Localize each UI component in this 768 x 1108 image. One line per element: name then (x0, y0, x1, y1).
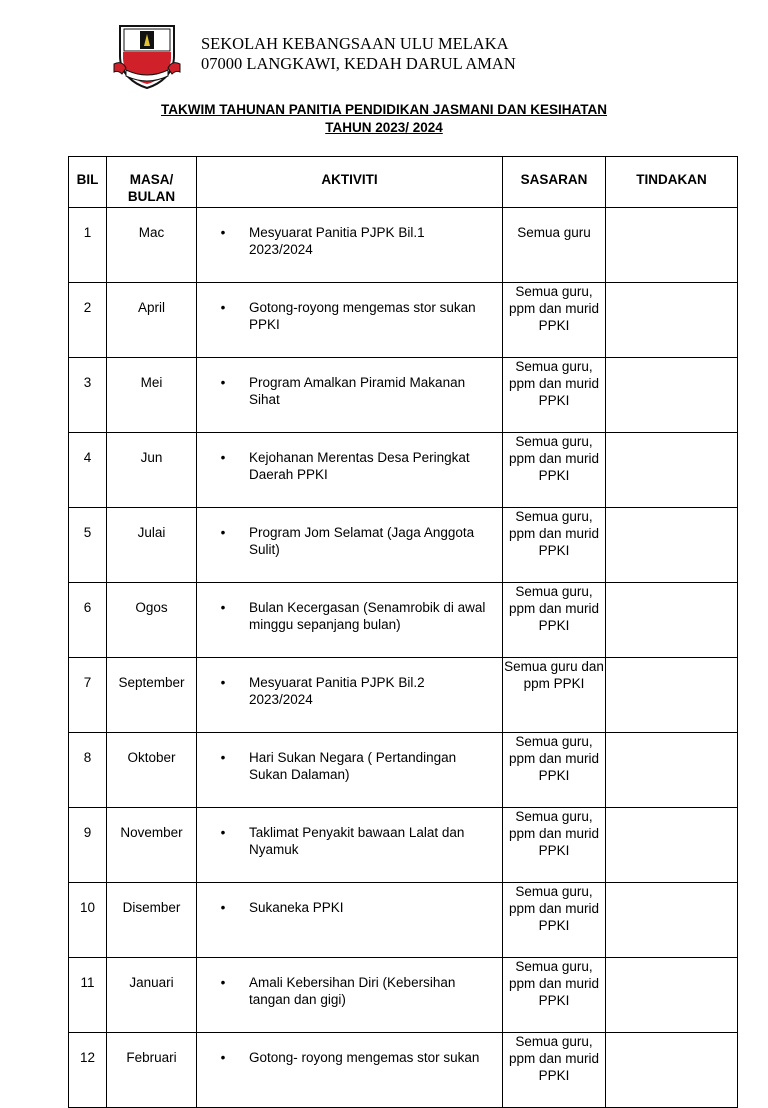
cell-masa: Julai (107, 508, 197, 583)
cell-masa: Mei (107, 358, 197, 433)
header-bil: BIL (69, 157, 107, 208)
aktiviti-text: Bulan Kecergasan (Senamrobik di awal minggu sepanjang bulan) (249, 600, 486, 632)
school-name: SEKOLAH KEBANGSAAN ULU MELAKA (201, 34, 509, 53)
sasaran-text: Semua guru, ppm dan murid PPKI (508, 434, 600, 483)
cell-tindakan (606, 433, 738, 508)
cell-tindakan (606, 1033, 738, 1108)
sasaran-text: Semua guru, ppm dan murid PPKI (508, 584, 600, 633)
cell-bil: 4 (69, 433, 107, 508)
cell-sasaran (503, 508, 606, 583)
cell-aktiviti (197, 583, 503, 658)
header-masa-line2: BULAN (127, 189, 176, 204)
cell-tindakan (606, 208, 738, 283)
sasaran-text: Semua guru dan ppm PPKI (504, 659, 604, 691)
cell-bil: 1 (69, 208, 107, 283)
table-row (69, 583, 738, 658)
cell-tindakan (606, 508, 738, 583)
table-row (69, 658, 738, 733)
bullet-icon: • (220, 900, 226, 915)
cell-bil: 9 (69, 808, 107, 883)
cell-bil: 11 (69, 958, 107, 1033)
cell-tindakan (606, 358, 738, 433)
aktiviti-text: Gotong- royong mengemas stor sukan (249, 1050, 480, 1065)
cell-aktiviti (197, 358, 503, 433)
sasaran-text: Semua guru, ppm dan murid PPKI (508, 359, 600, 408)
cell-sasaran (503, 808, 606, 883)
cell-sasaran (503, 658, 606, 733)
cell-sasaran (503, 1033, 606, 1108)
bullet-icon: • (220, 975, 226, 990)
cell-bil: 8 (69, 733, 107, 808)
bullet-icon: • (220, 600, 226, 615)
cell-bil: 5 (69, 508, 107, 583)
cell-aktiviti (197, 283, 503, 358)
cell-masa: Disember (107, 883, 197, 958)
cell-sasaran (503, 583, 606, 658)
sasaran-text: Semua guru, ppm dan murid PPKI (508, 809, 600, 858)
cell-aktiviti (197, 883, 503, 958)
cell-tindakan (606, 583, 738, 658)
bullet-icon: • (220, 825, 226, 840)
header-masa-line1: MASA/ (129, 172, 174, 187)
cell-aktiviti (197, 658, 503, 733)
sasaran-text: Semua guru (517, 225, 591, 240)
sasaran-text: Semua guru, ppm dan murid PPKI (508, 884, 600, 933)
cell-sasaran (503, 958, 606, 1033)
cell-aktiviti (197, 733, 503, 808)
cell-masa: Jun (107, 433, 197, 508)
cell-sasaran (503, 733, 606, 808)
header-sasaran: SASARAN (503, 157, 606, 208)
cell-sasaran (503, 358, 606, 433)
cell-tindakan (606, 958, 738, 1033)
table-row (69, 208, 738, 283)
cell-masa: Januari (107, 958, 197, 1033)
bullet-icon: • (220, 225, 226, 240)
bullet-icon: • (220, 675, 226, 690)
table-row (69, 1033, 738, 1108)
header-masa (107, 157, 197, 208)
bullet-icon: • (220, 750, 226, 765)
table-row (69, 958, 738, 1033)
table-row (69, 433, 738, 508)
table-row (69, 283, 738, 358)
cell-aktiviti (197, 208, 503, 283)
aktiviti-text: Hari Sukan Negara ( Pertandingan Sukan Dalaman) (249, 750, 457, 782)
bullet-icon: • (220, 300, 226, 315)
cell-bil: 2 (69, 283, 107, 358)
cell-masa: Ogos (107, 583, 197, 658)
table-row (69, 508, 738, 583)
cell-aktiviti (197, 508, 503, 583)
school-address: 07000 LANGKAWI, KEDAH DARUL AMAN (201, 54, 516, 73)
cell-bil: 3 (69, 358, 107, 433)
cell-tindakan (606, 283, 738, 358)
cell-masa: September (107, 658, 197, 733)
cell-aktiviti (197, 808, 503, 883)
document-year: TAHUN 2023/ 2024 (325, 120, 443, 135)
letterhead (112, 20, 672, 92)
cell-masa: Oktober (107, 733, 197, 808)
cell-tindakan (606, 658, 738, 733)
cell-masa: April (107, 283, 197, 358)
header-aktiviti: AKTIVITI (197, 157, 503, 208)
sasaran-text: Semua guru, ppm dan murid PPKI (508, 509, 600, 558)
aktiviti-text: Taklimat Penyakit bawaan Lalat dan Nyamuk (249, 825, 465, 857)
table-row (69, 883, 738, 958)
table-row (69, 808, 738, 883)
cell-aktiviti (197, 958, 503, 1033)
cell-bil: 7 (69, 658, 107, 733)
cell-masa: Mac (107, 208, 197, 283)
sasaran-text: Semua guru, ppm dan murid PPKI (508, 959, 600, 1008)
document-title: TAKWIM TAHUNAN PANITIA PENDIDIKAN JASMANI DAN KESIHATAN (161, 102, 607, 117)
cell-tindakan (606, 808, 738, 883)
calendar-table (68, 156, 738, 1108)
cell-sasaran (503, 208, 606, 283)
cell-sasaran (503, 883, 606, 958)
cell-bil: 12 (69, 1033, 107, 1108)
sasaran-text: Semua guru, ppm dan murid PPKI (508, 284, 600, 333)
header-tindakan: TINDAKAN (606, 157, 738, 208)
cell-bil: 6 (69, 583, 107, 658)
aktiviti-text: Mesyuarat Panitia PJPK Bil.2 2023/2024 (249, 675, 425, 707)
cell-tindakan (606, 733, 738, 808)
table-row (69, 733, 738, 808)
bullet-icon: • (220, 450, 226, 465)
cell-tindakan (606, 883, 738, 958)
table-row (69, 358, 738, 433)
cell-sasaran (503, 433, 606, 508)
table-header-row (69, 157, 738, 208)
aktiviti-text: Mesyuarat Panitia PJPK Bil.1 2023/2024 (249, 225, 425, 257)
cell-masa: Februari (107, 1033, 197, 1108)
aktiviti-text: Gotong-royong mengemas stor sukan PPKI (249, 300, 476, 332)
aktiviti-text: Kejohanan Merentas Desa Peringkat Daerah PPKI (249, 450, 470, 482)
bullet-icon: • (220, 1050, 226, 1065)
aktiviti-text: Program Jom Selamat (Jaga Anggota Sulit) (249, 525, 475, 557)
cell-bil: 10 (69, 883, 107, 958)
aktiviti-text: Amali Kebersihan Diri (Kebersihan tangan dan gigi) (249, 975, 456, 1007)
sasaran-text: Semua guru, ppm dan murid PPKI (508, 734, 600, 783)
aktiviti-text: Program Amalkan Piramid Makanan Sihat (249, 375, 466, 407)
cell-sasaran (503, 283, 606, 358)
school-crest-icon (112, 20, 182, 90)
cell-aktiviti (197, 1033, 503, 1108)
school-info (201, 34, 516, 74)
cell-masa: November (107, 808, 197, 883)
bullet-icon: • (220, 525, 226, 540)
bullet-icon: • (220, 375, 226, 390)
cell-aktiviti (197, 433, 503, 508)
sasaran-text: Semua guru, ppm dan murid PPKI (508, 1034, 600, 1083)
aktiviti-text: Sukaneka PPKI (249, 900, 344, 915)
